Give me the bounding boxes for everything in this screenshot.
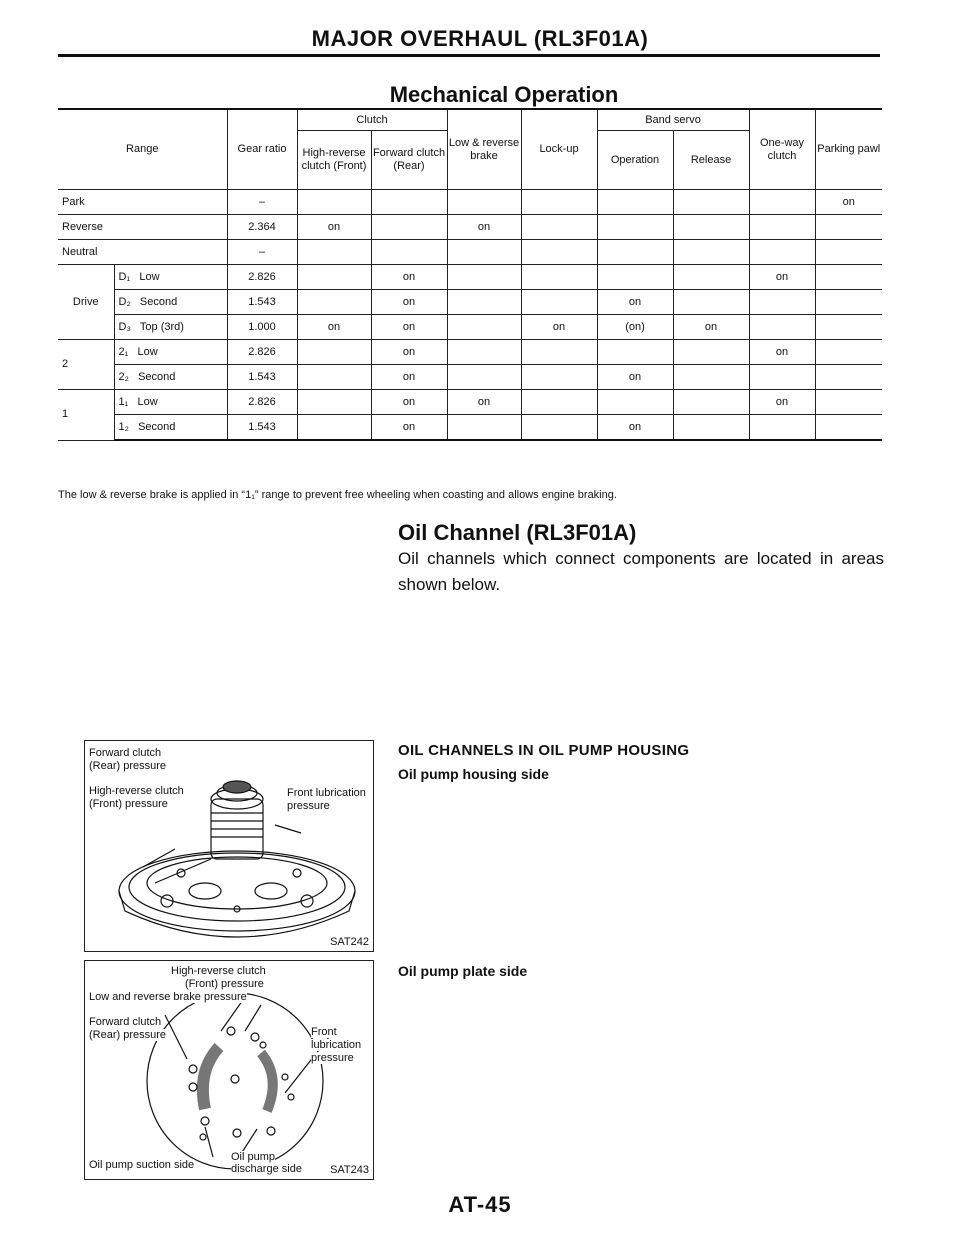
range-group-1: 1 — [58, 390, 114, 441]
low-reverse-cell: on — [447, 390, 521, 415]
fig1-code: SAT242 — [330, 936, 369, 948]
fig1-label-front-pressure: (Front) pressure — [89, 798, 168, 810]
sub-range-code: 1₂ — [118, 420, 129, 433]
forward-cell: on — [371, 290, 447, 315]
fig2-label-high-reverse-clutch: High-reverse clutch — [171, 965, 266, 977]
table-row-neutral — [58, 240, 882, 265]
band-operation-cell: (on) — [597, 315, 673, 340]
ratio-cell: 2.826 — [227, 390, 297, 415]
table-row-2-1 — [58, 340, 882, 365]
ratio-cell: 1.543 — [227, 290, 297, 315]
lockup-cell: on — [521, 315, 597, 340]
th-band-servo: Band servo — [597, 109, 749, 131]
sub-range-name: Top (3rd) — [139, 320, 184, 333]
fig1-label-forward-clutch: Forward clutch — [89, 747, 162, 759]
sub-range-code: 1₁ — [118, 395, 129, 408]
table-row-park — [58, 190, 882, 215]
sub-range-name: Second — [138, 370, 176, 383]
fig1-label-rear-pressure: (Rear) pressure — [89, 760, 167, 772]
sub-range-name: Low — [137, 345, 158, 358]
fig2-code: SAT243 — [330, 1164, 369, 1176]
fig2-label-front: Front — [311, 1026, 337, 1038]
range-cell: Neutral — [58, 240, 227, 265]
ratio-cell: 2.364 — [227, 215, 297, 240]
range-group-2: 2 — [58, 340, 114, 390]
operation-table — [58, 108, 882, 441]
forward-cell: on — [371, 265, 447, 290]
oil-channel-title: Oil Channel (RL3F01A) — [398, 520, 637, 545]
ratio-cell: 1.543 — [227, 365, 297, 390]
range-cell: Park — [58, 190, 227, 215]
table-row-1-1 — [58, 390, 882, 415]
fig2-label-oil-pump: Oil pump — [231, 1151, 276, 1163]
figure-oil-pump-plate — [84, 960, 374, 1180]
sub-range-name: Second — [138, 420, 176, 433]
forward-cell: on — [371, 365, 447, 390]
high-reverse-cell: on — [297, 315, 371, 340]
mechanical-operation-title: Mechanical Operation — [389, 82, 619, 107]
sub-range-code: D₂ — [118, 295, 131, 308]
forward-cell: on — [371, 340, 447, 365]
th-low-reverse-brake: Low & reverse brake — [447, 109, 521, 190]
band-operation-cell: on — [597, 365, 673, 390]
range-group-drive: Drive — [58, 265, 114, 340]
fig2-label-low-reverse-brake: Low and reverse brake pressure — [89, 991, 247, 1003]
sub-range-name: Low — [139, 270, 160, 283]
ratio-cell: 1.543 — [227, 415, 297, 441]
fig1-label-front-lubrication: Front lubrication — [287, 787, 366, 799]
table-row-d1 — [58, 265, 882, 290]
sub-range-code: 2₂ — [118, 370, 129, 383]
fig2-label-suction-side: Oil pump suction side — [89, 1159, 195, 1171]
plate-side-heading: Oil pump plate side — [398, 963, 528, 979]
one-way-cell: on — [749, 265, 815, 290]
th-band-operation: Operation — [597, 131, 673, 190]
th-gear-ratio: Gear ratio — [227, 109, 297, 190]
ratio-cell: – — [227, 240, 297, 265]
th-lockup: Lock-up — [521, 109, 597, 190]
table-row-1-2 — [58, 415, 882, 441]
fig2-label-rear-pressure: (Rear) pressure — [89, 1029, 167, 1041]
sub-range-name: Second — [139, 295, 178, 308]
th-clutch: Clutch — [297, 109, 447, 131]
fig2-label-front-pressure: (Front) pressure — [185, 978, 264, 990]
ratio-cell: 2.826 — [227, 340, 297, 365]
one-way-cell: on — [749, 340, 815, 365]
band-operation-cell: on — [597, 415, 673, 441]
sub-range-name: Low — [137, 395, 158, 408]
th-one-way-clutch: One-way clutch — [749, 109, 815, 190]
th-forward-clutch: Forward clutch (Rear) — [371, 131, 447, 190]
table-row-2-2 — [58, 365, 882, 390]
oil-channel-description: Oil channels which connect components are located in areas shown below. — [398, 549, 884, 594]
sub-range-code: D₁ — [118, 270, 131, 283]
housing-side-heading: Oil pump housing side — [398, 766, 549, 782]
sub-range-code: 2₁ — [118, 345, 129, 358]
oil-pump-housing-illustration — [85, 741, 373, 951]
band-release-cell: on — [673, 315, 749, 340]
th-high-reverse-clutch: High-reverse clutch (Front) — [297, 131, 371, 190]
th-parking-pawl: Parking pawl — [815, 109, 882, 190]
one-way-cell: on — [749, 390, 815, 415]
page-number: AT-45 — [448, 1192, 512, 1217]
forward-cell: on — [371, 390, 447, 415]
fig2-label-pressure: pressure — [311, 1052, 354, 1064]
forward-cell: on — [371, 415, 447, 441]
band-operation-cell: on — [597, 290, 673, 315]
fig2-label-forward-clutch: Forward clutch — [89, 1016, 162, 1028]
table-row-reverse — [58, 215, 882, 240]
th-band-release: Release — [673, 131, 749, 190]
table-row-d3 — [58, 315, 882, 340]
oil-channels-heading: OIL CHANNELS IN OIL PUMP HOUSING — [398, 742, 690, 759]
page-header-title: MAJOR OVERHAUL (RL3F01A) — [311, 26, 649, 51]
fig1-label-high-reverse-clutch: High-reverse clutch — [89, 785, 184, 797]
fig1-label-pressure: pressure — [287, 800, 330, 812]
ratio-cell: 2.826 — [227, 265, 297, 290]
header-rule — [58, 54, 880, 57]
figure-oil-pump-housing — [84, 740, 374, 952]
ratio-cell: 1.000 — [227, 315, 297, 340]
range-cell: Reverse — [58, 215, 227, 240]
sub-range-code: D₃ — [118, 320, 131, 333]
ratio-cell: – — [227, 190, 297, 215]
table-note: The low & reverse brake is applied in “1₁” range to prevent free wheeling when coasting and allows engine braking. — [58, 489, 617, 501]
low-reverse-cell: on — [447, 215, 521, 240]
forward-cell: on — [371, 315, 447, 340]
table-row-d2 — [58, 290, 882, 315]
th-range: Range — [58, 109, 227, 190]
fig2-label-lubrication: lubrication — [311, 1039, 362, 1051]
parking-cell: on — [815, 190, 882, 215]
fig2-label-discharge-side: discharge side — [231, 1163, 302, 1175]
high-reverse-cell: on — [297, 215, 371, 240]
